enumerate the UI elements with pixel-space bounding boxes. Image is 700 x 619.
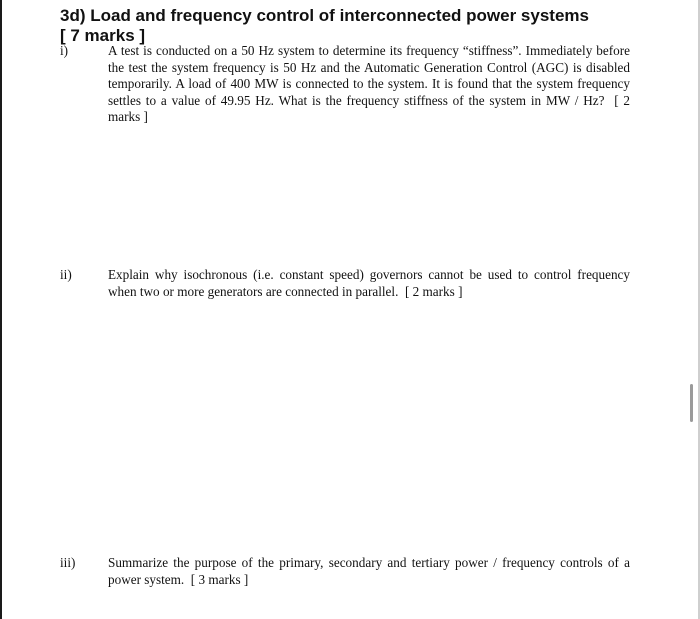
question-number: i): [60, 43, 69, 58]
question-marks: [ 3 marks ]: [190, 571, 249, 587]
question-body: [108, 555, 630, 588]
question-i: [60, 43, 630, 126]
question-text: Summarize the purpose of the primary, secondary and tertiary power / frequency controls of a power system.: [108, 555, 630, 587]
page-left-border: [0, 0, 2, 619]
section-title: 3d) Load and frequency control of interconnected power systems: [60, 6, 589, 25]
section-heading: [60, 6, 589, 46]
section-marks: [ 7 marks ]: [60, 26, 146, 45]
question-text: Explain why isochronous (i.e. constant speed) governors cannot be used to control frequency when two or more generators are connected in parallel.: [108, 267, 630, 299]
question-text: A test is conducted on a 50 Hz system to determine its frequency “stiffness”. Immediately before the test the system frequency is 50 Hz and the Automatic Generation Control (AGC) is disabled temporarily. A load of 400 MW is connected to the system. It is found that the system frequency settles to a value of 49.95 Hz. What is the frequency stiffness of the system in MW / Hz?: [108, 43, 630, 108]
scrollbar-thumb[interactable]: [690, 384, 693, 422]
question-marks: [ 2 marks ]: [404, 283, 463, 299]
question-iii: [60, 555, 630, 588]
question-number: ii): [60, 267, 72, 282]
question-body: [108, 43, 630, 126]
question-body: [108, 267, 630, 300]
question-ii: [60, 267, 630, 300]
question-marks: [ 2 marks ]: [108, 92, 631, 125]
question-number: iii): [60, 555, 76, 570]
